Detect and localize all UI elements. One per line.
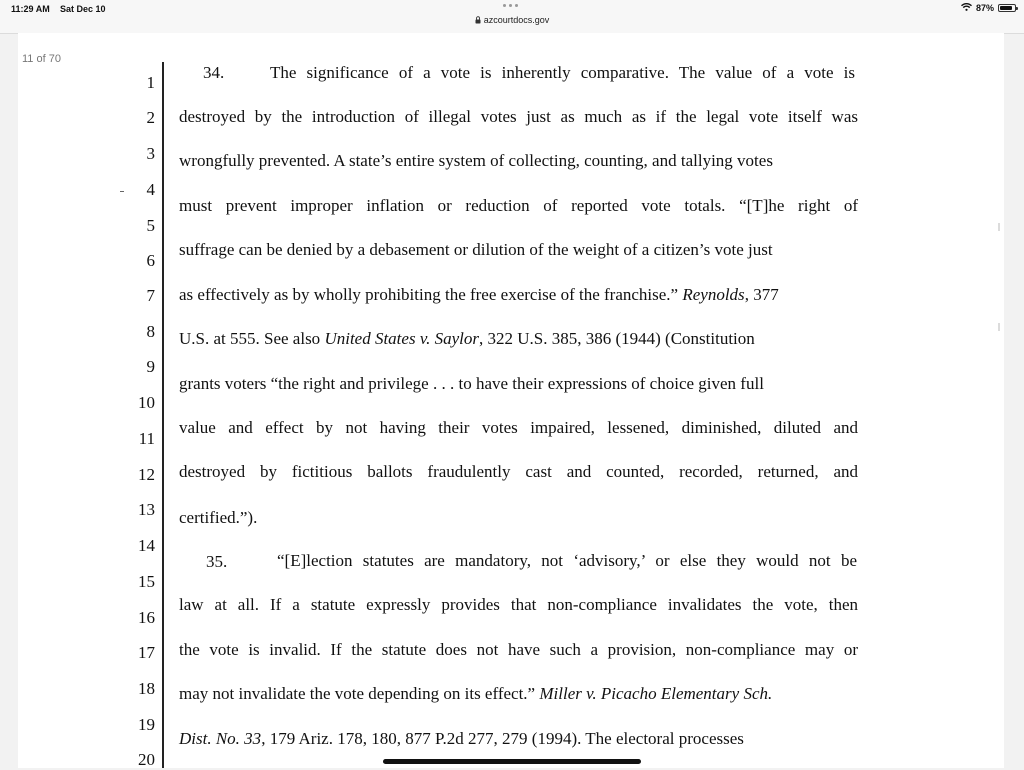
- line-number: 14: [138, 536, 155, 555]
- text-line: value and effect by not having their votes impaired, lessened, diminished, diluted and: [179, 418, 858, 437]
- line-number: 20: [138, 750, 155, 769]
- case-citation: United States v. Saylor: [324, 329, 479, 348]
- line-number: 10: [138, 393, 155, 412]
- line-number: 7: [146, 286, 155, 305]
- status-date: Sat Dec 10: [60, 4, 106, 14]
- line-number: 16: [138, 608, 155, 627]
- line-number: 13: [138, 500, 155, 519]
- text-segment: , 377: [744, 285, 779, 304]
- text-line: suffrage can be denied by a debasement or dilution of the weight of a citizen’s vote just: [179, 240, 773, 259]
- page-indicator: 11 of 70: [22, 53, 61, 65]
- wifi-icon: [961, 3, 972, 13]
- text-line: The significance of a vote is inherently comparative. The value of a vote is: [270, 63, 855, 82]
- line-number: 9: [146, 357, 155, 376]
- address-bar[interactable]: [0, 15, 1024, 26]
- line-number: 15: [138, 572, 155, 591]
- text-line: destroyed by the introduction of illegal votes just as much as if the legal vote itself was: [179, 107, 858, 126]
- text-segment: , 179 Ariz. 178, 180, 877 P.2d 277, 279 (1994). The electoral processes: [261, 729, 744, 748]
- paragraph-number: 34.: [203, 63, 225, 82]
- battery-percent: 87%: [975, 3, 994, 13]
- line-number: 12: [138, 465, 155, 484]
- text-segment: U.S. at 555. See also: [179, 329, 325, 348]
- line-number: 6: [146, 251, 155, 270]
- status-right: [961, 3, 1016, 13]
- text-line: destroyed by fictitious ballots fraudulently cast and counted, recorded, returned, and: [179, 462, 858, 481]
- page-edge-mark: [998, 323, 1000, 331]
- url-text: azcourtdocs.gov: [483, 15, 550, 25]
- line-number: 18: [138, 679, 155, 698]
- text-line: [179, 285, 858, 305]
- line-number: 2: [146, 108, 155, 127]
- battery-icon: [998, 4, 1016, 12]
- line-number: 19: [138, 715, 155, 734]
- text-line: [179, 729, 858, 749]
- line-number: 1: [146, 73, 155, 92]
- text-line: certified.”).: [179, 508, 258, 527]
- text-line: [179, 329, 858, 349]
- text-line: wrongfully prevented. A state’s entire system of collecting, counting, and tallying votes: [179, 151, 773, 170]
- status-bar: [0, 0, 1024, 34]
- line-number: 17: [138, 643, 155, 662]
- text-line: grants voters “the right and privilege . . . to have their expressions of choice given full: [179, 374, 764, 393]
- case-citation: Reynolds: [682, 285, 745, 304]
- more-dots-icon[interactable]: [503, 4, 518, 7]
- line-number: 8: [146, 322, 155, 341]
- text-segment: as effectively as by wholly prohibiting the free exercise of the franchise.”: [179, 285, 683, 304]
- line-number: 5: [146, 216, 155, 235]
- paragraph-number: 35.: [206, 552, 228, 571]
- text-line: [179, 684, 858, 704]
- case-citation: Miller v. Picacho Elementary Sch.: [539, 684, 773, 703]
- line-number: 3: [146, 144, 155, 163]
- text-segment: may not invalidate the vote depending on its effect.”: [179, 684, 540, 703]
- text-line: “[E]lection statutes are mandatory, not ‘advisory,’ or else they would not be: [277, 551, 857, 570]
- text-line: law at all. If a statute expressly provides that non-compliance invalidates the vote, then: [179, 595, 858, 614]
- status-time: 11:29 AM: [11, 4, 50, 14]
- lock-icon: [475, 16, 481, 26]
- line-number: 4: [146, 180, 155, 199]
- margin-rule: [162, 62, 164, 768]
- text-segment: , 322 U.S. 385, 386 (1944) (Constitution: [478, 329, 755, 348]
- text-line: must prevent improper inflation or reduction of reported vote totals. “[T]he right of: [179, 196, 858, 215]
- page-edge-mark: [998, 223, 1000, 231]
- line-number: 11: [138, 429, 155, 448]
- case-citation: Dist. No. 33: [179, 729, 262, 748]
- text-line: the vote is invalid. If the statute does not have such a provision, non-compliance may or: [179, 640, 858, 659]
- home-indicator[interactable]: [383, 759, 641, 764]
